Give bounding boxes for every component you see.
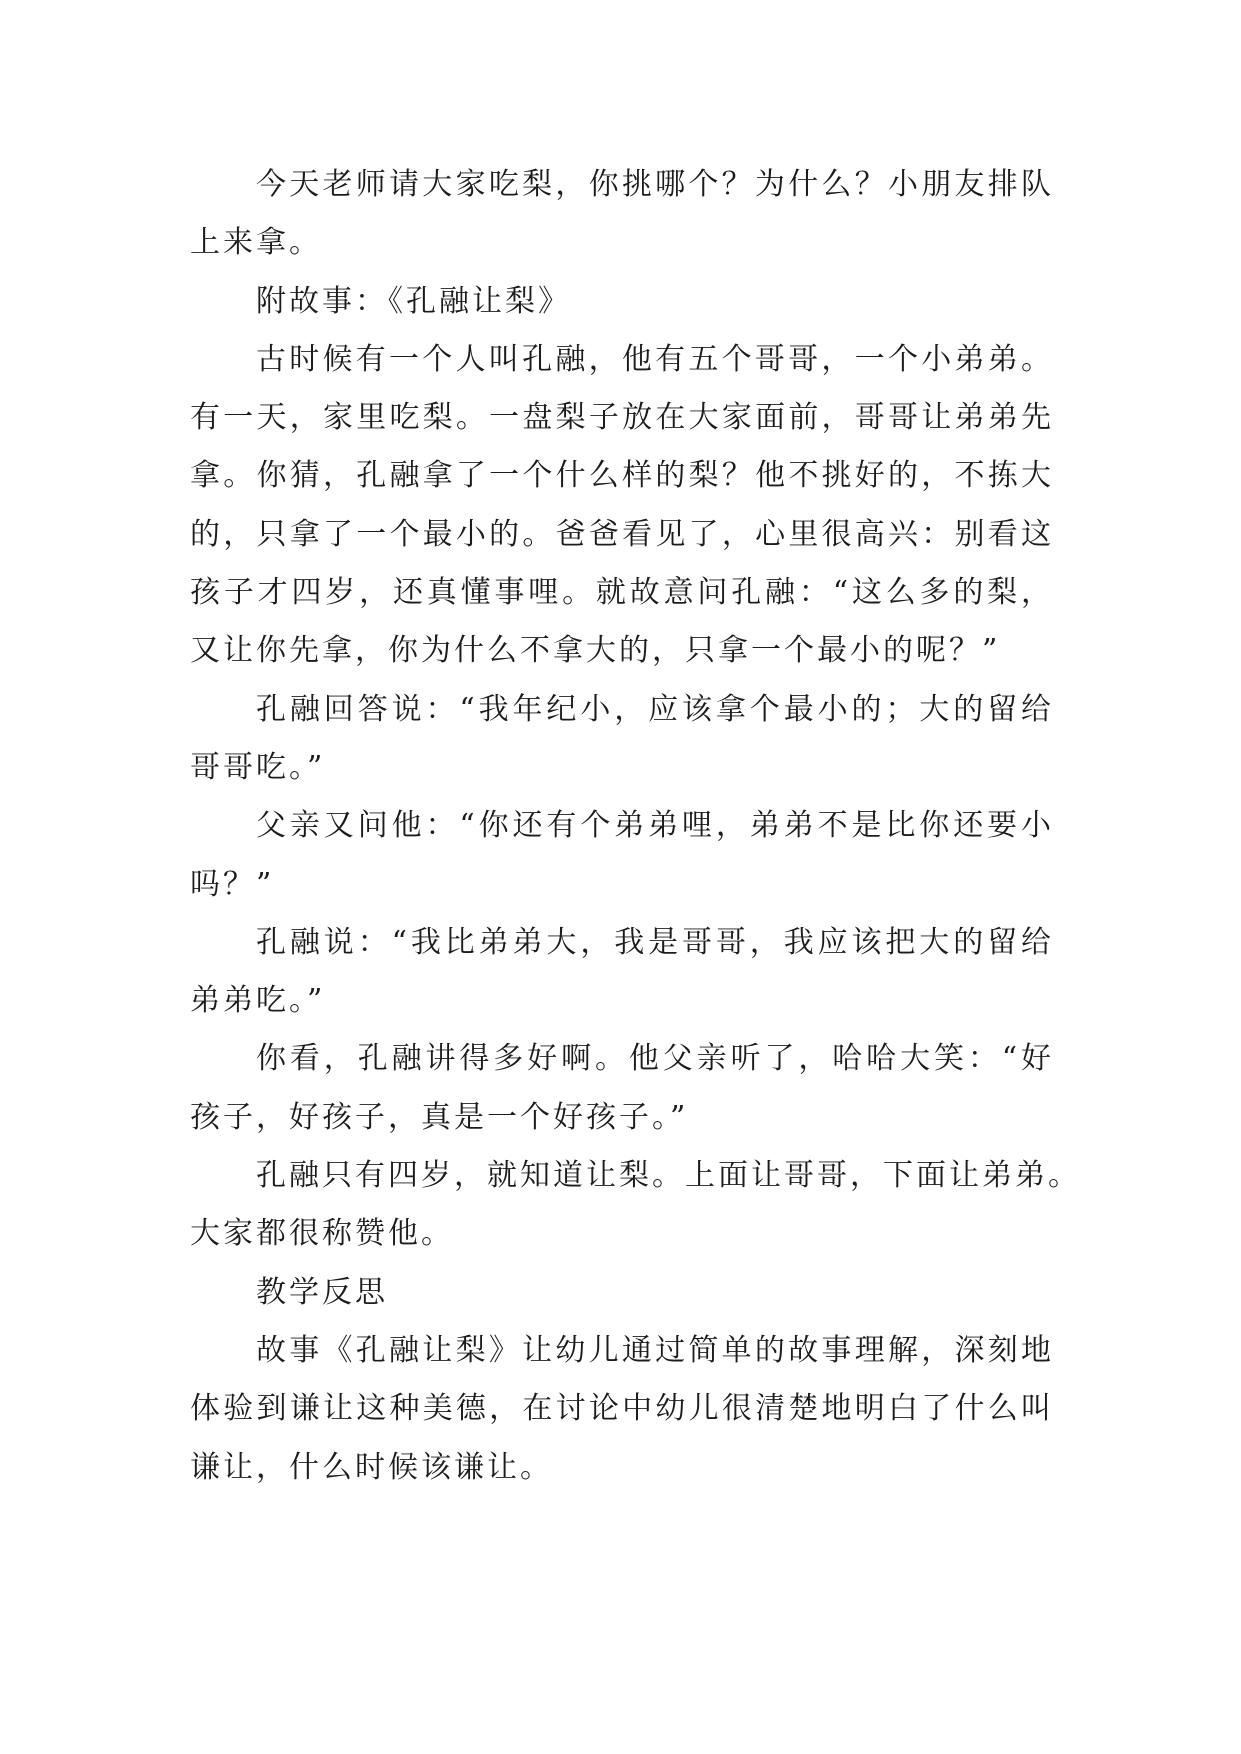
text-line: 孩子才四岁，还真懂事哩。就故意问孔融：“这么多的梨， [190, 575, 1054, 611]
paragraph-kongrong-reply [190, 914, 1054, 1031]
paragraph-father-question [190, 797, 1054, 914]
text-line: 孔融说：“我比弟弟大，我是哥哥，我应该把大的留给 [256, 924, 1054, 960]
text-line: 孩子，好孩子，真是一个好孩子。” [190, 1099, 689, 1135]
text-line: 今天老师请大家吃梨，你挑哪个？为什么？小朋友排队 [256, 167, 1054, 202]
paragraph-reflection [190, 1322, 1054, 1497]
section-title: 教学反思 [256, 1274, 388, 1310]
text-line: 吗？” [190, 866, 275, 902]
story-heading [190, 273, 1054, 331]
section-heading-reflection [190, 1264, 1054, 1322]
text-line: 弟弟吃。” [190, 983, 326, 1019]
text-line: 古时候有一个人叫孔融，他有五个哥哥，一个小弟弟。 [256, 341, 1054, 377]
text-line: 体验到谦让这种美德，在讨论中幼儿很清楚地明白了什么叫 [190, 1391, 1054, 1427]
text-line: 有一天，家里吃梨。一盘梨子放在大家面前，哥哥让弟弟先 [190, 400, 1054, 436]
text-line: 孔融回答说：“我年纪小，应该拿个最小的；大的留给 [256, 691, 1054, 727]
text-line: 哥哥吃。” [190, 749, 326, 785]
text-line: 孔融只有四岁，就知道让梨。上面让哥哥，下面让弟弟。 [256, 1158, 1081, 1194]
paragraph-pear-invitation [190, 156, 1054, 273]
text-line: 父亲又问他：“你还有个弟弟哩，弟弟不是比你还要小 [256, 808, 1054, 844]
paragraph-story-intro [190, 331, 1054, 681]
text-line: 上来拿。 [190, 225, 322, 261]
story-title: 附故事：《孔融让梨》 [256, 283, 571, 319]
text-line: 你看，孔融讲得多好啊。他父亲听了，哈哈大笑：“好 [256, 1041, 1054, 1077]
text-line: 大家都很称赞他。 [190, 1216, 454, 1252]
document-body [190, 156, 1081, 1497]
text-line: 又让你先拿，你为什么不拿大的，只拿一个最小的呢？” [190, 633, 1001, 669]
paragraph-story-moral [190, 1147, 1081, 1264]
text-line: 谦让，什么时候该谦让。 [190, 1449, 553, 1485]
text-line: 拿。你猜，孔融拿了一个什么样的梨？他不挑好的，不拣大 [190, 458, 1054, 494]
paragraph-father-laughs [190, 1030, 1054, 1147]
text-line: 故事《孔融让梨》让幼儿通过简单的故事理解，深刻地 [256, 1332, 1054, 1368]
text-line: 的，只拿了一个最小的。爸爸看见了，心里很高兴：别看这 [190, 516, 1054, 552]
paragraph-kongrong-answer [190, 681, 1054, 798]
